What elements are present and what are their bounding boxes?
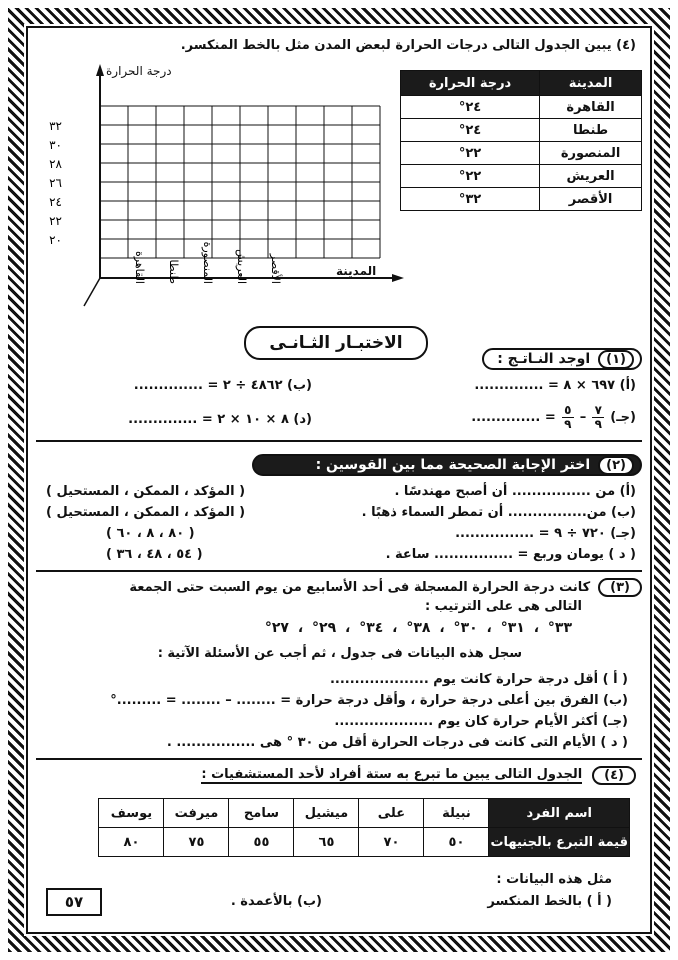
list-item [36,526,636,547]
city-cell: المنصورة [540,142,642,165]
city-cell: العريش [540,165,642,188]
section1-number: (١) [598,350,634,369]
question-text: ( د ) يومان وربع = ................ ساعة . [385,547,636,562]
table-row [401,96,642,119]
value-cell: ٦٥ [294,828,359,857]
name-header: اسم الفرد [489,799,630,828]
list-item [36,505,636,526]
sec1-item-b: (ب) ٤٨٦٢ ÷ ٢ = .............. [133,378,312,393]
value-cell: ٥٠ [424,828,489,857]
name-cell: نبيلة [424,799,489,828]
y-tick-label: ٢٢ [49,214,62,228]
fraction-2 [562,404,574,431]
temp-cell: ٢٤° [401,119,540,142]
table-row [401,119,642,142]
city-header: المدينة [540,71,642,96]
sec3-instruction: سجل هذه البيانات فى جدول ، ثم أجب عن الأسئلة الآتية : [157,646,522,661]
q4-graph-title: (٤) يبين الجدول التالى درجات الحرارة لبعض المدن مثل بالخط المنكسر. [180,38,636,53]
list-item [36,484,636,505]
worksheet [36,36,642,924]
table-row [99,799,630,828]
y-tick-label: ٢٤ [49,195,62,209]
value-cell: ٨٠ [99,828,164,857]
fraction-1-numerator: ٧ [594,403,602,417]
section4-number: (٤) [592,766,636,785]
x-tick-label: المنصورة [201,241,214,284]
option-bar-graph: (ب) بالأعمدة . [230,894,322,909]
represent-instruction: مثل هذه البيانات : [496,872,612,887]
section2-title: اختر الإجابة الصحيحة مما بين القوسين : [315,457,591,473]
y-tick-label: ٢٨ [49,157,62,171]
x-tick-label: طنطا [167,259,180,284]
question-text: (جـ) ٧٢٠ ÷ ٩ = ................ [455,526,636,541]
options-text: ( المؤكد ، الممكن ، المستحيل ) [46,484,246,499]
page-number: ٥٧ [46,888,102,916]
name-cell: ميرفت [164,799,229,828]
value-cell: ٥٥ [229,828,294,857]
section1-title: اوجد النـاتـج : [497,351,591,367]
section4-header [201,766,636,785]
value-cell: ٧٠ [359,828,424,857]
temp-cell: ٢٤° [401,96,540,119]
city-temperature-table [400,70,642,211]
options-text: ( المؤكد ، الممكن ، المستحيل ) [46,505,246,520]
value-cell: ٧٥ [164,828,229,857]
list-item: ( د ) الأيام التى كانت فى درجات الحرارة أقل من ٣٠ ° هى ................ . [166,735,628,750]
temp-cell: ٢٢° [401,165,540,188]
fraction-2-numerator: ٥ [564,403,572,417]
section1-header [482,348,642,370]
city-cell: الأقصر [540,188,642,211]
name-cell: يوسف [99,799,164,828]
table-row [401,142,642,165]
y-tick-label: ٣٢ [49,119,62,133]
fraction-1-denominator: ٩ [594,417,602,431]
sec3-temperatures: ٣٣° ، ٣١° ، ٣٠° ، ٣٨° ، ٣٤° ، ٢٩° ، ٢٧° [264,620,572,636]
x-tick-label: العريش [235,249,248,284]
section4-title: الجدول التالى يبين ما تبرع به ستة أفراد لأحد المستشفيات : [201,767,583,782]
section2-header [252,454,642,476]
name-cell: على [359,799,424,828]
y-axis-label: درجة الحرارة [106,64,172,78]
sec2-items [36,484,636,568]
sec3-line2: التالى هى على الترتيب : [424,599,582,614]
section3 [36,578,642,753]
sec3-line1: كانت درجة الحرارة المسجلة فى أحد الأسابيع من يوم السبت حتى الجمعة [129,580,591,595]
sec3-questions [36,669,628,753]
list-item: (ب) الفرق بين أعلى درجة حرارة ، وأقل درجة حرارة = ........ – ........ = .........° [110,693,628,708]
test-title: الاختبـار الثـانـى [244,326,428,360]
list-item: (جـ) أكثر الأيام حرارة كان يوم .................... [334,714,628,729]
x-tick-label: الأقصر [269,253,282,284]
city-cell: طنطا [540,119,642,142]
city-cell: القاهرة [540,96,642,119]
temp-header: درجة الحرارة [401,71,540,96]
sec1-item-a: (أ) ٦٩٧ × ٨ = .............. [474,378,636,393]
y-tick-label: ٢٦ [49,176,62,190]
list-item [36,547,636,568]
sec1-c-tail: = .............. [471,410,556,425]
table-row [401,165,642,188]
question-text: (ب) من................ أن تمطر السماء ذهبًا . [361,505,636,520]
question-text: (أ) من ................ أن أصبح مهندسًا . [394,484,636,499]
donations-table [98,798,630,857]
fraction-2-denominator: ٩ [564,417,572,431]
x-axis-label: المدينة [336,264,377,278]
name-cell: سامح [229,799,294,828]
y-tick-label: ٢٠ [49,233,62,247]
table-row [99,828,630,857]
divider [36,570,642,572]
sec1-item-d: (د) ٨ × ١٠ × ٢ = .............. [128,412,312,427]
value-header: قيمة التبرع بالجنيهات [489,828,630,857]
divider [36,758,642,760]
y-tick-label: ٣٠ [49,138,62,152]
empty-line-graph-grid [36,52,406,332]
options-text: ( ٨٠ ، ٨ ، ٦٠ ) [106,526,195,541]
sec1-c-label: (جـ) [610,410,636,425]
x-tick-label: القاهرة [133,251,146,284]
list-item: ( أ ) أقل درجة حرارة كانت يوم .................... [329,672,628,687]
name-cell: ميشيل [294,799,359,828]
options-text: ( ٥٤ ، ٤٨ ، ٣٦ ) [106,547,203,562]
option-line-graph: ( أ ) بالخط المنكسر [487,894,612,909]
sec1-item-c: (جـ) ٧ ٩ – ٥ ٩ = .............. [471,403,636,431]
fraction-1 [592,404,604,431]
section3-number: (٣) [598,578,642,597]
table-row [401,188,642,211]
temp-cell: ٢٢° [401,142,540,165]
section2-number: (٢) [598,456,634,475]
temp-cell: ٣٢° [401,188,540,211]
divider [36,440,642,442]
